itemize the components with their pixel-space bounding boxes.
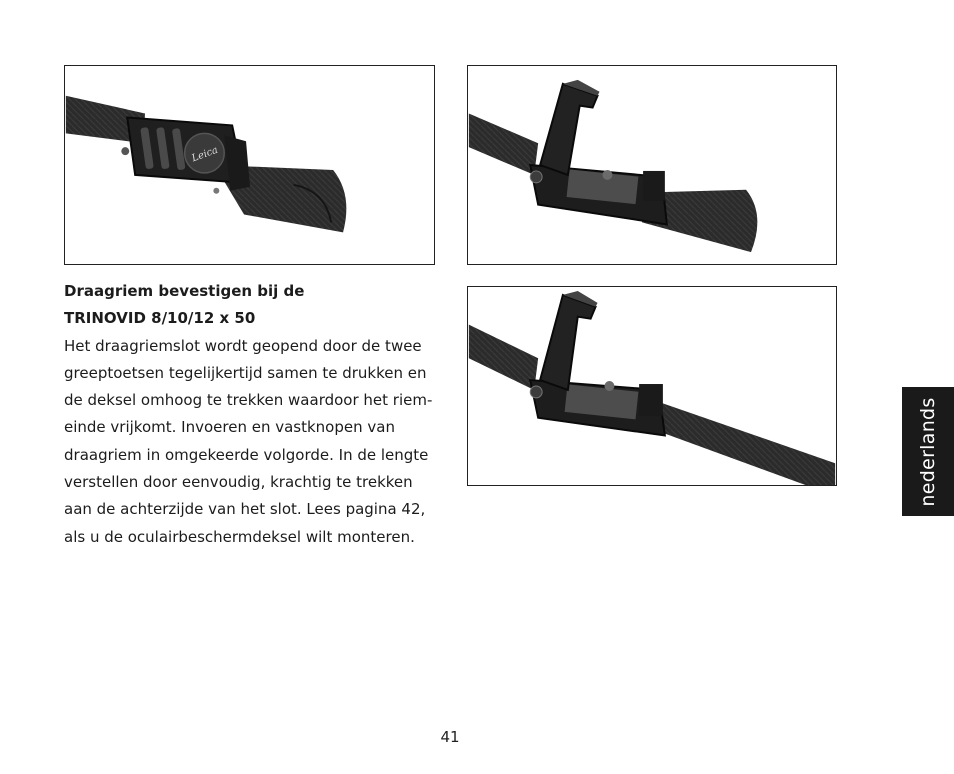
strap-lock-open-inserted-image bbox=[468, 66, 836, 264]
photo-strap-lock-open-through bbox=[467, 286, 837, 486]
body-line: de deksel omhoog te trekken waardoor het riem- bbox=[64, 391, 433, 410]
body-line: draagriem in omgekeerde volgorde. In de lengte bbox=[64, 445, 429, 464]
instruction-section bbox=[64, 278, 444, 551]
body-line: einde vrijkomt. Invoeren en vastknopen van bbox=[64, 418, 395, 437]
body-line: als u de oculairbeschermdeksel wilt monteren. bbox=[64, 527, 415, 546]
page-number: 41 bbox=[440, 728, 460, 746]
leica-logo: Leica bbox=[190, 144, 220, 165]
section-heading-line-1: Draagriem bevestigen bij de bbox=[64, 282, 305, 300]
body-line: Het draagriemslot wordt geopend door de twee bbox=[64, 336, 422, 355]
photo-strap-lock-open-inserted bbox=[467, 65, 837, 265]
language-tab bbox=[902, 387, 954, 516]
body-line: aan de achterzijde van het slot. Lees pagina 42, bbox=[64, 500, 426, 519]
strap-lock-closed-image bbox=[65, 66, 434, 264]
language-tab-label: nederlands bbox=[917, 396, 939, 507]
section-heading-line-2: TRINOVID 8/10/12 x 50 bbox=[64, 309, 256, 328]
body-line: verstellen door eenvoudig, krachtig te trekken bbox=[64, 473, 413, 492]
strap-lock-open-through-image bbox=[468, 287, 836, 485]
photo-strap-lock-closed bbox=[64, 65, 435, 265]
body-line: greeptoetsen tegelijkertijd samen te drukken en bbox=[64, 363, 427, 382]
